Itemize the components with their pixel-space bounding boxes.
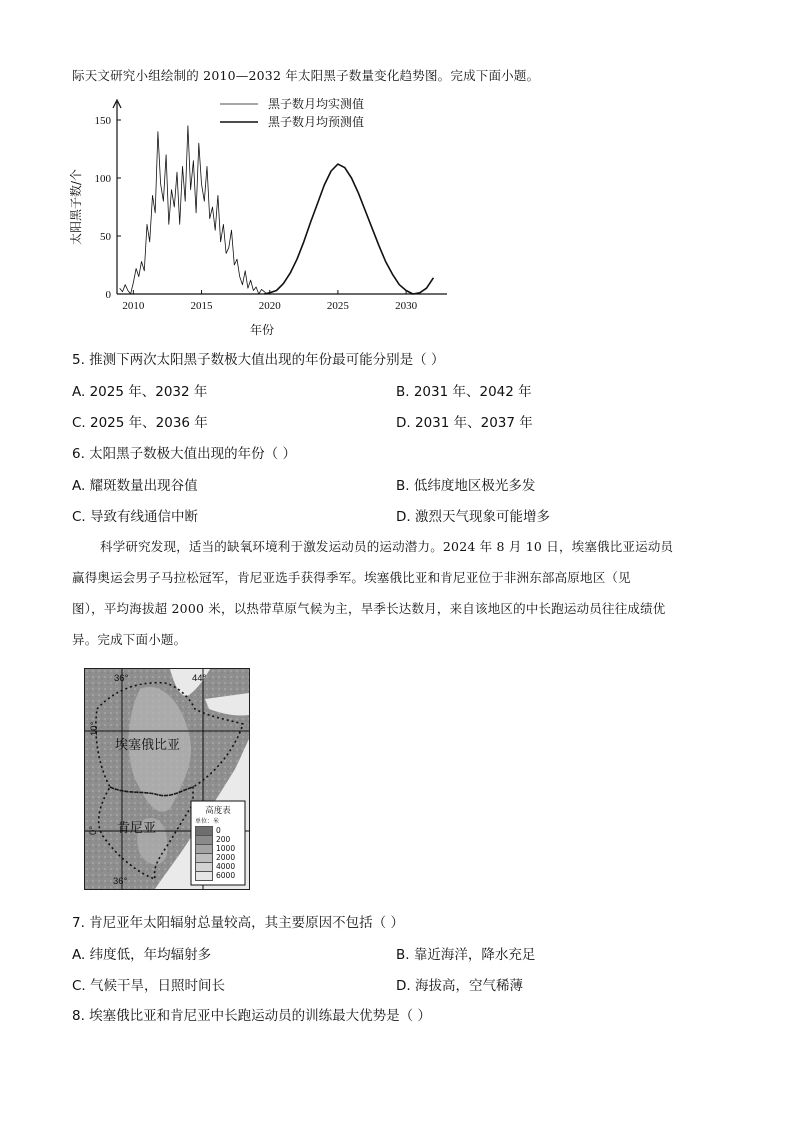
sunspot-chart [60,90,460,340]
question-6-option-d[interactable]: D. 激烈天气现象可能增多 [396,509,550,525]
question-7-option-d[interactable]: D. 海拔高，空气稀薄 [396,978,523,994]
legend-value: 4000 [216,861,236,871]
y-tick-label: 100 [94,173,111,185]
legend-value: 1000 [216,843,236,853]
question-6-option-a[interactable]: A. 耀斑数量出现谷值 [72,478,198,494]
legend-value: 2000 [216,852,236,862]
question-5-option-a[interactable]: A. 2025 年、2032 年 [72,384,208,400]
map-lon-top-left: 36° [114,673,129,684]
legend-label-2: 黑子数月均预测值 [268,115,365,129]
map-lat-upper: 10° [89,721,100,736]
map-lon-top-right: 44° [192,673,207,684]
passage-line-1: 科学研究发现，适当的缺氧环境利于激发运动员的运动潜力。2024 年 8 月 10 日，埃塞俄比亚运动员 [100,539,674,554]
legend-row [195,871,244,880]
passage-line-4: 异。完成下面小题。 [72,632,187,647]
y-axis-label: 太阳黑子数/个 [69,168,83,246]
map-legend [192,802,244,884]
passage-line-2: 赢得奥运会男子马拉松冠军，肯尼亚选手获得季军。埃塞俄比亚和肯尼亚位于非洲东部高原地区（见 [72,570,631,585]
intro-text: 际天文研究小组绘制的 2010—2032 年太阳黑子数量变化趋势图。完成下面小题。 [72,68,540,83]
x-tick-label: 2010 [122,300,145,312]
y-tick-label: 50 [100,231,111,243]
question-5-option-c[interactable]: C. 2025 年、2036 年 [72,415,208,431]
legend-value: 0 [216,825,221,835]
question-7-stem: 7. 肯尼亚年太阳辐射总量较高，其主要原因不包括（ ） [72,915,404,931]
x-tick-label: 2025 [326,300,349,312]
map-label-kenya: 肯尼亚 [117,821,157,836]
legend-swatch [195,871,213,881]
question-6-stem: 6. 太阳黑子数极大值出现的年份（ ） [72,446,296,462]
question-6-option-c[interactable]: C. 导致有线通信中断 [72,509,199,525]
legend-value: 6000 [216,870,236,880]
x-tick-label: 2020 [258,300,281,312]
question-5-stem: 5. 推测下两次太阳黑子数极大值出现的年份最可能分别是（ ） [72,352,445,368]
east-africa-map [84,668,250,890]
series-line-1 [120,126,267,294]
x-axis-label: 年份 [249,323,275,337]
question-8-stem: 8. 埃塞俄比亚和肯尼亚中长跑运动员的训练最大优势是（ ） [72,1008,431,1024]
passage-line-3: 图），平均海拔超 2000 米，以热带草原气候为主，旱季长达数月，来自该地区的中长跑运动员往往成绩优 [72,601,666,616]
legend-value: 200 [216,834,231,844]
question-5-option-d[interactable]: D. 2031 年、2037 年 [396,415,533,431]
question-5-option-b[interactable]: B. 2031 年、2042 年 [396,384,532,400]
legend-label-1: 黑子数月均实测值 [268,97,365,111]
question-7-option-c[interactable]: C. 气候干旱，日照时间长 [72,978,226,994]
map-lat-lower: 0° [88,825,99,835]
y-tick-label: 150 [94,115,111,127]
map-label-ethiopia: 埃塞俄比亚 [115,738,181,753]
question-6-option-b[interactable]: B. 低纬度地区极光多发 [396,478,536,494]
series-line-2 [264,164,433,294]
question-7-option-a[interactable]: A. 纬度低，年均辐射多 [72,947,212,963]
y-tick-label: 0 [105,289,111,301]
legend-title: 高度表 [205,806,231,816]
legend-rows [195,826,244,880]
x-tick-label: 2015 [190,300,213,312]
legend-unit: 单位：米 [195,818,220,825]
question-7-option-b[interactable]: B. 靠近海洋，降水充足 [396,947,536,963]
x-tick-label: 2030 [395,300,418,312]
map-lon-bottom: 36° [113,876,128,887]
